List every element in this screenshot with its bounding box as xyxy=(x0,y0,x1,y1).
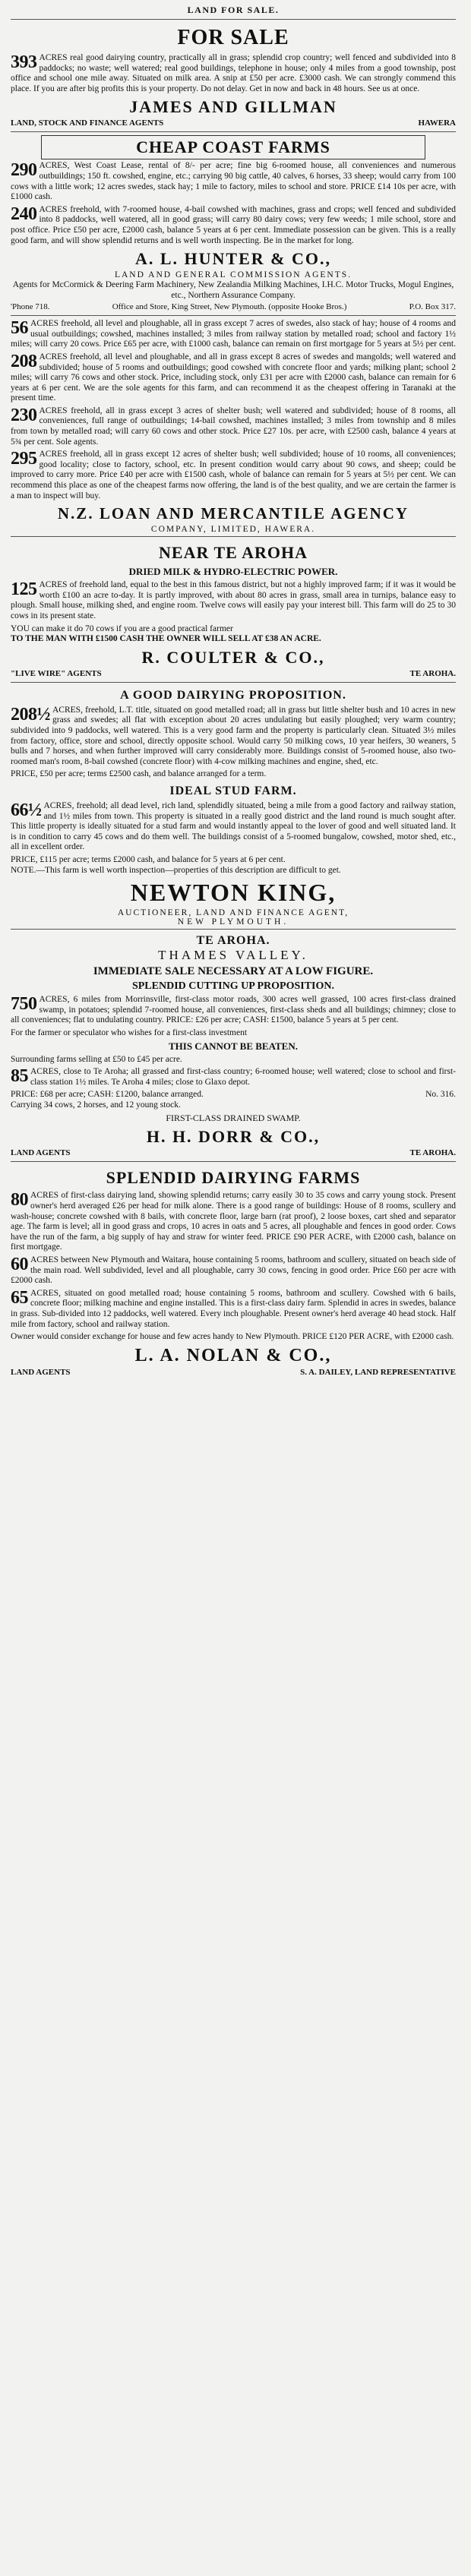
listing xyxy=(11,706,456,768)
firm-name: L. A. NOLAN & CO., xyxy=(134,1345,332,1365)
firm-name: H. H. DORR & CO., xyxy=(146,1127,321,1147)
price-line: PRICE, £50 per acre; terms £2500 cash, and balance arranged for a term. xyxy=(11,769,267,779)
firm-phone: 'Phone 718. xyxy=(11,302,50,312)
listing-acres: 290 xyxy=(11,160,37,181)
listing-text: ACRES freehold, all level and ploughable, all in grass except 7 acres of swedes, also stack of hay; house of 4 rooms and usual outbuildings; cowshed, machines installed; 3 miles from railway station by metalled road; school and factory 1½ miles; will carry 20 cows. Price £65 per acre, with £1000 cash, balance can remain on first mortgage for 5 years at 5½ per cent. xyxy=(11,319,456,349)
listing xyxy=(11,450,456,501)
firm-name: A. L. HUNTER & CO., xyxy=(134,249,331,269)
ad-title: A GOOD DAIRYING PROPOSITION. xyxy=(120,688,346,702)
ad-hunter xyxy=(11,132,456,316)
ad-title: NEAR TE AROHA xyxy=(159,543,308,563)
ad-dorr xyxy=(11,930,456,1162)
listing-text: ACRES freehold, all in grass except 12 acres of shelter bush; well subdivided; house of 10 rooms, all conveniences; good locality; close to factory, school, etc. In present condition would carry about 90 cows, and sheep; could be improved to carry more. Price £40 per acre with £1500 cash, whole of balance can remain for 5 years at 5½ per cent. We can recommend this place as one of the cheapest farms now offering, the land is of the best quality, and we are certain the farmer is a man to inspect will buy. xyxy=(11,450,456,500)
ad-subtitle: THAMES VALLEY. xyxy=(158,948,308,963)
listing-acres: 393 xyxy=(11,52,37,72)
listing-text: ACRES freehold, all level and ploughable, and all in grass except 8 acres of swedes and mangolds; well watered and subdivided; house of 5 rooms and outbuildings; good cowshed with concrete floor and yards; milking plant; school 2 miles; will carry 76 cows and other stock. Price, including stock, only £31 per acre with £2000 cash, balance can remain for 6 years at 6 per cent. We are the sole agents for this farm, and can recommend it as the cheapest offering in Taranaki at the present time. xyxy=(11,352,456,403)
price-text: PRICE: £68 per acre; CASH: £1200, balance arranged. xyxy=(11,1090,204,1100)
price-line xyxy=(11,1090,456,1100)
listing xyxy=(11,1255,456,1286)
ad-note: For the farmer or speculator who wishes for a first-class investment xyxy=(11,1028,248,1037)
ad-title: TE AROHA. xyxy=(196,934,270,948)
ad-coulter xyxy=(11,537,456,683)
firm-desc: LAND, STOCK AND FINANCE AGENTS xyxy=(11,118,164,128)
ad-title: IDEAL STUD FARM. xyxy=(169,784,297,797)
firm-town: TE AROHA. xyxy=(409,1148,456,1158)
section-header: LAND FOR SALE. xyxy=(187,5,280,15)
firm-name: N.Z. LOAN AND MERCANTILE AGENCY xyxy=(57,504,409,523)
listing xyxy=(11,1289,456,1330)
firm-row xyxy=(11,118,456,128)
firm-description: Agents for McCormick & Deering Farm Machinery, New Zealandia Milking Machines, I.H.C. Motor Trucks, Mogul Engines, etc., Northern Assurance Company. xyxy=(12,280,454,301)
firm-desc: LAND AGENTS xyxy=(11,1148,71,1158)
closing-line: YOU can make it do 70 cows if you are a good practical farmer xyxy=(11,623,233,633)
price-line: PRICE, £115 per acre; terms £2000 cash, and balance for 5 years at 6 per cent. xyxy=(11,854,286,864)
ad-james-gillman xyxy=(11,19,456,132)
ad-callout: FIRST-CLASS DRAINED SWAMP. xyxy=(166,1113,301,1124)
listing xyxy=(11,406,456,447)
firm-name: NEWTON KING, xyxy=(130,879,337,907)
firm-desc: LAND AGENTS xyxy=(11,1367,71,1377)
listing xyxy=(11,352,456,404)
firm-representative: S. A. DAILEY, LAND REPRESENTATIVE xyxy=(300,1367,456,1377)
listing xyxy=(11,1067,456,1088)
ad-nz-loan xyxy=(11,316,456,537)
ad-note: NOTE.—This farm is well worth inspection—properties of this description are difficult to get. xyxy=(11,865,341,875)
listing-acres: 208½ xyxy=(11,704,50,724)
ad-title: SPLENDID DAIRYING FARMS xyxy=(106,1168,361,1188)
firm-row xyxy=(11,302,456,311)
firm-name: R. COULTER & CO., xyxy=(141,647,325,667)
listing-acres: 65 xyxy=(11,1287,28,1308)
listing xyxy=(11,1191,456,1253)
firm-row xyxy=(11,1368,456,1377)
listing xyxy=(11,580,456,621)
listing-text: ACRES of freehold land, equal to the best in this famous district, but not a highly improved farm; if it was it would be worth £100 an acre to-day. It is partly improved, with about 80 acres in grass, small area in turnips, balance easy to plough. Small house, milking shed, and engine room. Twelve cows will easily pay your interest bill. This farm will do 25 to 30 cows in its present state. xyxy=(11,580,456,620)
listing-acres: 208 xyxy=(11,351,37,371)
firm-subtitle: COMPANY, LIMITED, HAWERA. xyxy=(150,525,316,535)
firm-town: HAWERA xyxy=(418,118,456,128)
listing-text: ACRES, close to Te Aroha; all grassed and first-class country; 6-roomed house; well watered; close to school and first-class station 1½ miles. Te Aroha 4 miles; close to Glaxo depot. xyxy=(30,1067,456,1087)
listing-acres: 750 xyxy=(11,994,37,1015)
ad-nolan xyxy=(11,1162,456,1380)
ad-headline: IMMEDIATE SALE NECESSARY AT A LOW FIGURE. xyxy=(93,965,374,978)
ad-subtitle: DRIED MILK & HYDRO-ELECTRIC POWER. xyxy=(128,566,338,578)
firm-row xyxy=(11,1148,456,1157)
listing-acres: 295 xyxy=(11,449,37,469)
firm-row xyxy=(11,669,456,678)
listing-acres: 240 xyxy=(11,204,37,224)
ad-title: FOR SALE xyxy=(177,26,289,49)
listing-text: ACRES, freehold; all dead level, rich land, splendidly situated, being a mile from a good factory and railway station, and 1½ miles from town. This property is situated in a really good district and the land round is much sought after. This little property is ideally situated for a stud farm and would instantly appeal to the lover of good and well situated land. It is in condition to carry 45 cows and do them well. The buildings consist of a 5-roomed bungalow, cowshed, motor shed, etc., all in excellent order. xyxy=(11,800,456,852)
ad-title: CHEAP COAST FARMS xyxy=(41,135,425,159)
listing-text: ACRES, freehold, L.T. title, situated on good metalled road; all in grass but little shelter bush and 10 acres in new grass and swedes; all flat with exception about 20 acres undulating but easily ploughed; very warm country; subdivided into 9 paddocks, well watered. This is a very good farm and the property is particularly clean. Situated 3½ miles from factory, office, store and school, directly opposite school. Would carry 50 milking cows, 10 year heifers, 30 weaners, 5 bulls and 7 horses, and when further improved will carry considerably more. Buildings consist of 5-roomed house, also two-roomed man's room, 8-bail cowshed (concrete floor) with 4-cow milking machines and engine, shed, etc. xyxy=(11,705,456,766)
ad-callout: THIS CANNOT BE BEATEN. xyxy=(168,1040,298,1053)
listing-text: ACRES of first-class dairying land, showing splendid returns; carry easily 30 to 35 cows and carry young stock. Present owner's herd averaged £26 per head for milk alone. There is a good range of buildings: House of 8 rooms, scullery and wash-house; concrete cowshed with 8 bails, with concrete floor, large barn (rat proof), 2 loose boxes, cart shed and separator age. The farm is level; all in good grass and crops, 10 acres in oats and 5 acres, all ploughable and fences in good order. Cows have the run of the farm, a big supply of hay and straw for winter feed. PRICE £90 PER ACRE, with £2000 cash, balance on first mortgage. xyxy=(11,1191,456,1252)
listing-text: ACRES real good dairying country, practically all in grass; splendid crop country; well fenced and subdivided into 8 paddocks; no waste; well watered; real good buildings, telephone in house; only 4 miles from a good township, post office and school one mile away. Situated on milk area. A snip at £50 per acre. £3000 cash. We can strongly commend this place. If you are after big profits this is your property. Do not delay. Get in now and back in 48 hours. See us at once. xyxy=(11,53,456,93)
closing-offer: TO THE MAN WITH £1500 CASH THE OWNER WILL SELL AT £38 AN ACRE. xyxy=(11,634,321,644)
listing xyxy=(11,801,456,853)
firm-pobox: P.O. Box 317. xyxy=(409,302,456,312)
listing xyxy=(11,319,456,350)
classified-page xyxy=(11,0,456,1381)
listing xyxy=(11,995,456,1026)
listing-text: ACRES, situated on good metalled road; house containing 5 rooms, bathroom and scullery. Cowshed with 6 bails, concrete floor; milking machine and engine installed. This is a first-class dairy farm. Splendid in acres in swedes, balance in grass. Sub-divided into 12 paddocks, well watered. Every inch ploughable. Present owner's herd average 40 head stock. Half mile from factory, school and railway station. xyxy=(11,1288,456,1329)
listing xyxy=(11,53,456,94)
firm-name: JAMES AND GILLMAN xyxy=(129,97,337,117)
listing xyxy=(11,161,456,202)
listing-acres: 85 xyxy=(11,1066,28,1087)
ad-note: Surrounding farms selling at £50 to £45 per acre. xyxy=(11,1055,182,1065)
listing-text: ACRES, 6 miles from Morrinsville, first-class motor roads, 300 acres well grassed, 100 acres first-class drained swamp, in potatoes; splendid 7-roomed house, all conveniences, first-class sheds and all buildings; chimney; close to all conveniences; flat to undulating country. PRICE: £26 per acre; CASH: £1500, balance 5 years at 5 per cent. xyxy=(11,995,456,1025)
listing-text: ACRES, West Coast Lease, rental of 8/- per acre; fine big 6-roomed house, all conveniences and numerous outbuildings; 150 ft. cowshed, engine, etc.; carrying 90 big cattle, 40 calves, 6 horses, 33 sheep; would carry from 100 cows with a little work; 12 acres swedes, stack hay; 1 mile to factory, miles to school and store. PRICE £14 10s per acre, with £1000 cash. xyxy=(11,161,456,202)
listing xyxy=(11,205,456,246)
listing-acres: 230 xyxy=(11,405,37,425)
firm-subtitle: LAND AND GENERAL COMMISSION AGENTS. xyxy=(114,270,352,280)
listing-text: ACRES freehold, with 7-roomed house, 4-bail cowshed with machines, grass and crops; well fenced and subdivided into 8 paddocks, well watered, all in good grass; will carry 80 dairy cows; very few weeds; 1 mile school, store and post office. Price £50 per acre, £2000 cash, balance 5 years at 6 per cent. Immediate possession can be given. This is a really good farm, and will show splendid returns and is well worth inspecting. Be in the market for long. xyxy=(11,204,456,245)
firm-city: NEW PLYMOUTH. xyxy=(177,917,289,927)
firm-tagline: "LIVE WIRE" AGENTS xyxy=(11,668,102,678)
listing-acres: 125 xyxy=(11,579,37,600)
listing-acres: 56 xyxy=(11,318,28,339)
firm-address: Office and Store, King Street, New Plymouth. (opposite Hooke Bros.) xyxy=(112,302,347,312)
listing-acres: 80 xyxy=(11,1190,28,1211)
ad-number: No. 316. xyxy=(425,1090,456,1100)
ad-note: Owner would consider exchange for house and few acres handy to New Plymouth. PRICE £120 PER ACRE, with £2000 cash. xyxy=(11,1332,454,1342)
ad-newton-king xyxy=(11,683,456,930)
firm-town: TE AROHA. xyxy=(409,668,456,678)
firm-subtitle: AUCTIONEER, LAND AND FINANCE AGENT, xyxy=(117,908,349,918)
ad-headline: SPLENDID CUTTING UP PROPOSITION. xyxy=(131,980,335,993)
ad-note: Carrying 34 cows, 2 horses, and 12 young stock. xyxy=(11,1100,181,1110)
listing-text: ACRES between New Plymouth and Waitara, house containing 5 rooms, bathroom and scullery, situated on beach side of the main road. Well subdivided, level and all ploughable, carry 30 cows, fencing in good order. Price £60 per acre with £2000 cash. xyxy=(11,1255,456,1286)
listing-acres: 60 xyxy=(11,1255,28,1274)
listing-acres: 66½ xyxy=(11,800,42,820)
listing-text: ACRES freehold, all in grass except 3 acres of shelter bush; well watered and subdivided; house of 8 rooms, all conveniences, full range of outbuildings; 14-bail cowshed, machines installed; 3 miles from township and 8 miles from town by metalled road; will carry 60 cows and other stock. Price £27 10s. per acre, with £2500 cash, balance 4 years at 5¾ per cent. Sole agents. xyxy=(11,406,456,447)
